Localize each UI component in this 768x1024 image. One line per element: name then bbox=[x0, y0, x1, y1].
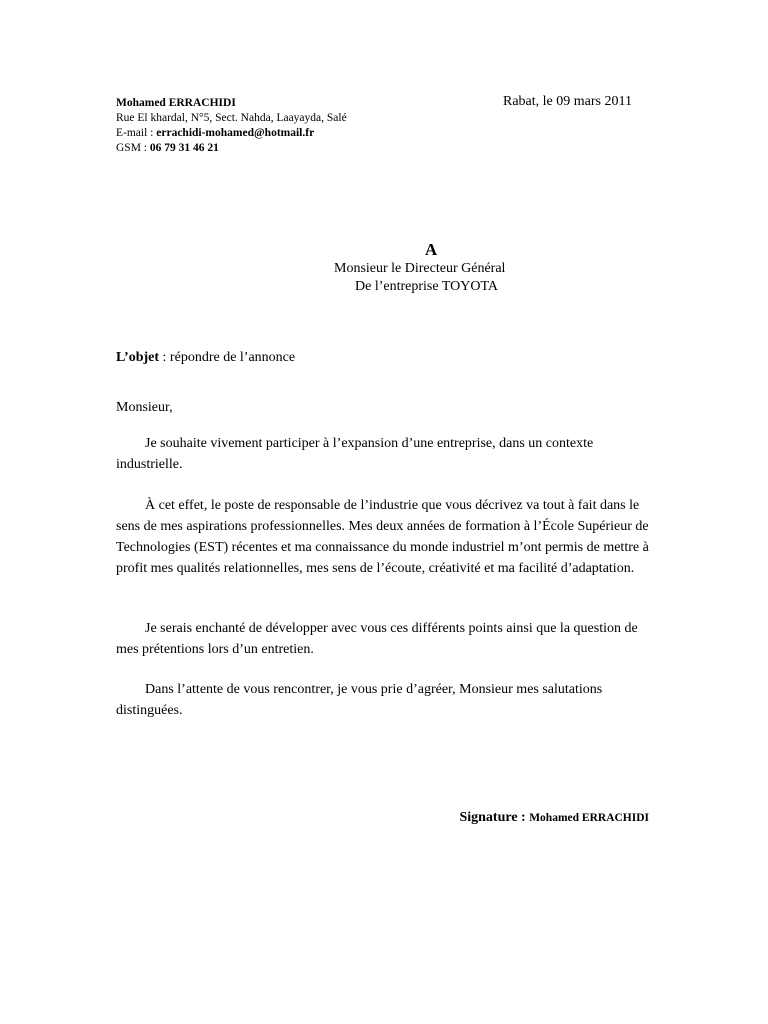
sender-gsm-value: 06 79 31 46 21 bbox=[149, 142, 219, 154]
sender-email-value: errachidi-mohamed@hotmail.fr bbox=[156, 127, 315, 139]
body-paragraph-2: À cet effet, le poste de responsable de l’industrie que vous décrivez va tout à fait dans le sens de mes aspirations professionnelles. Mes deux années de formation à l’École Supérieur de Technologies (EST) récentes et ma connaissance du monde industriel m’ont permis de mettre à profit mes qualités relationnelles, mes sens de l’écoute, créativité et ma facilité d’adaptation. bbox=[116, 498, 649, 576]
recipient-marker: A bbox=[424, 240, 438, 259]
sender-email-line bbox=[116, 126, 456, 141]
signature-label: Signature : bbox=[459, 810, 530, 825]
letter-object bbox=[116, 350, 295, 366]
sender-email-label: E-mail : bbox=[116, 127, 157, 139]
object-label: L’objet bbox=[116, 350, 160, 365]
recipient-line-1: Monsieur le Directeur Général bbox=[334, 261, 506, 276]
sender-address: Rue El khardal, N°5, Sect. Nahda, Laayayda, Salé bbox=[116, 112, 347, 124]
body-paragraph-1: Je souhaite vivement participer à l’expansion d’une entreprise, dans un contexte industrielle. bbox=[116, 436, 594, 472]
object-text: : répondre de l’annonce bbox=[159, 350, 296, 365]
sender-gsm-label: GSM : bbox=[116, 142, 150, 154]
sender-block bbox=[116, 96, 456, 156]
signature-name: Mohamed ERRACHIDI bbox=[529, 812, 649, 824]
letter-date: Rabat, le 09 mars 2011 bbox=[503, 94, 632, 109]
sender-gsm-line bbox=[116, 141, 456, 156]
signature-line bbox=[459, 810, 649, 826]
recipient-line-2: De l’entreprise TOYOTA bbox=[355, 279, 498, 294]
sender-name: Mohamed ERRACHIDI bbox=[116, 97, 236, 109]
recipient-block bbox=[330, 240, 530, 296]
body-paragraph-4: Dans l’attente de vous rencontrer, je vous prie d’agréer, Monsieur mes salutations distinguées. bbox=[116, 682, 603, 718]
letter-salutation: Monsieur, bbox=[116, 400, 173, 415]
body-paragraph-3: Je serais enchanté de développer avec vous ces différents points ainsi que la question de mes prétentions lors d’un entretien. bbox=[116, 621, 638, 657]
